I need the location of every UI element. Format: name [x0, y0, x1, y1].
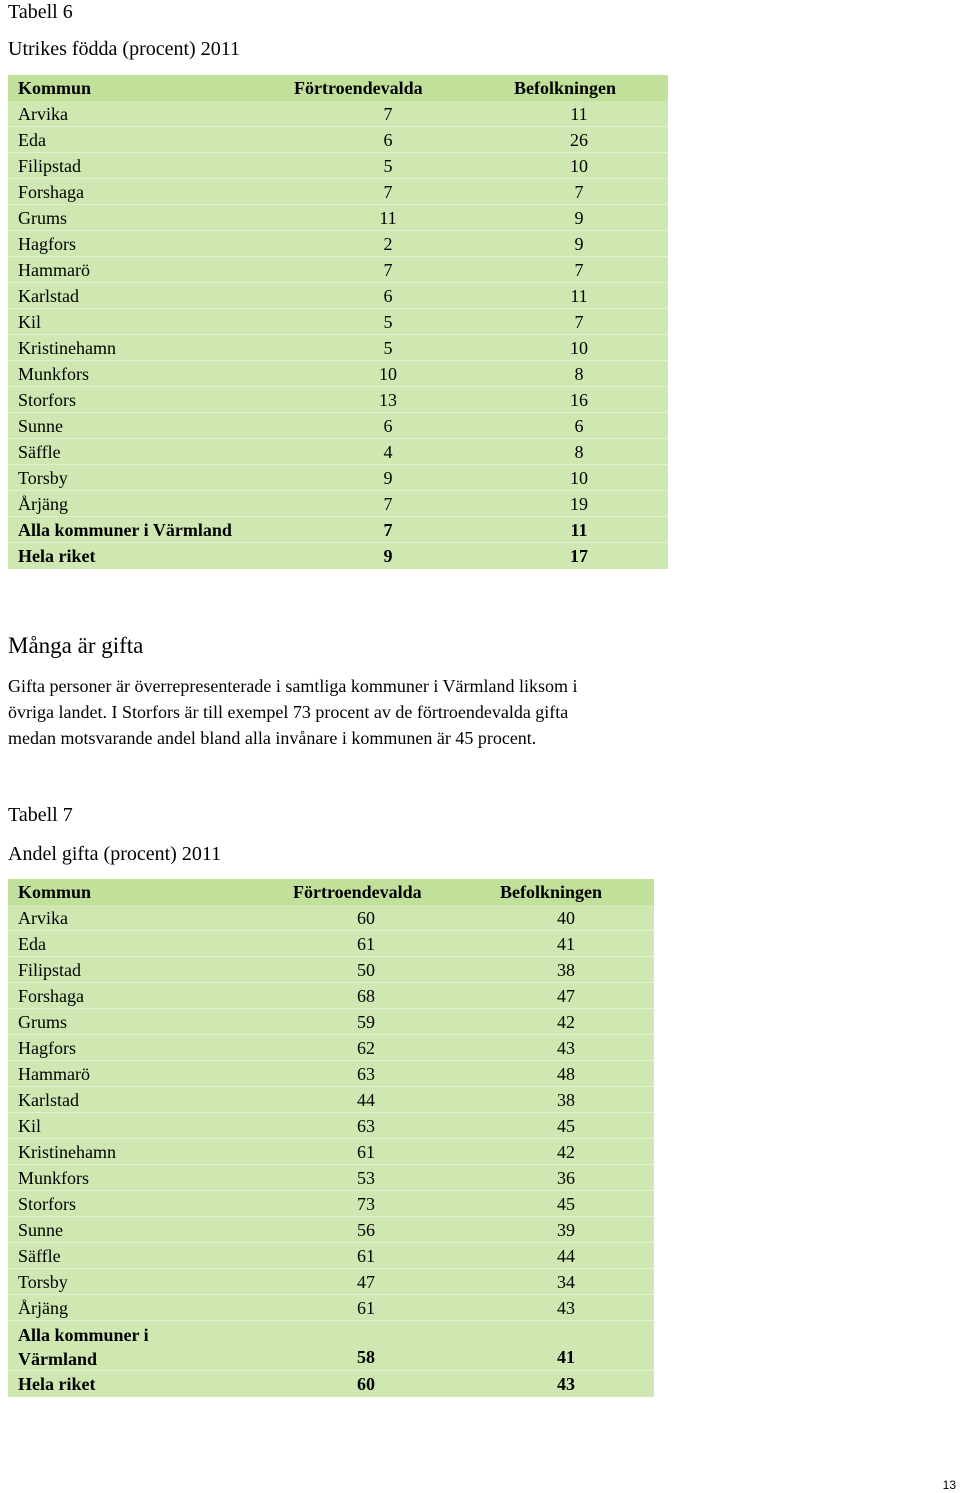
cell-fortroendevalda: 13: [379, 390, 397, 410]
cell-kommun: Filipstad: [18, 960, 82, 980]
cell-fortroendevalda: 5: [383, 156, 393, 176]
cell-fortroendevalda: 11: [379, 208, 397, 228]
cell-befolkningen: 38: [557, 960, 575, 980]
cell-befolkningen: 7: [574, 182, 584, 202]
column-header-fortroendevalda: Förtroendevalda: [294, 78, 423, 98]
cell-befolkningen: 42: [557, 1012, 575, 1032]
summary-row-riket: [8, 543, 668, 569]
cell-befolkningen: 38: [557, 1090, 575, 1110]
table-row: [8, 1165, 654, 1191]
table-row: [8, 1009, 654, 1035]
cell-kommun: Storfors: [18, 390, 76, 410]
cell-kommun: Grums: [18, 1012, 67, 1032]
table-row: [8, 1217, 654, 1243]
column-header-fortroendevalda: Förtroendevalda: [293, 882, 422, 902]
table-row: [8, 309, 668, 335]
table-row: [8, 931, 654, 957]
column-header-befolkningen: Befolkningen: [514, 78, 617, 98]
cell-kommun: Kil: [18, 1116, 42, 1136]
table6-label: Tabell 6: [8, 1, 73, 23]
cell-fortroendevalda: 63: [357, 1064, 375, 1084]
cell-befolkningen: 10: [570, 156, 588, 176]
table-row: [8, 231, 668, 257]
cell-kommun: Munkfors: [18, 1168, 89, 1188]
cell-kommun: Årjäng: [18, 1298, 68, 1318]
column-header-befolkningen: Befolkningen: [500, 882, 603, 902]
cell-kommun-line1: Alla kommuner i: [18, 1325, 149, 1345]
table-row: [8, 1295, 654, 1321]
cell-kommun: Hela riket: [18, 1374, 96, 1394]
summary-row-varmland: [8, 517, 668, 543]
table6-title: Utrikes födda (procent) 2011: [8, 38, 240, 60]
cell-befolkningen: 43: [557, 1298, 575, 1318]
cell-fortroendevalda: 73: [357, 1194, 375, 1214]
table-row: [8, 179, 668, 205]
table-row: [8, 257, 668, 283]
cell-befolkningen: 11: [570, 520, 588, 540]
cell-kommun: Hammarö: [18, 260, 90, 280]
cell-kommun: Hagfors: [18, 234, 76, 254]
summary-row-varmland: [8, 1321, 654, 1371]
cell-fortroendevalda: 61: [357, 1246, 375, 1266]
table-row: [8, 1139, 654, 1165]
cell-fortroendevalda: 6: [383, 416, 393, 436]
cell-befolkningen: 9: [574, 234, 584, 254]
table-row: [8, 335, 668, 361]
cell-befolkningen: 7: [574, 312, 584, 332]
cell-fortroendevalda: 44: [357, 1090, 375, 1110]
table-row: [8, 905, 654, 931]
paragraph-line: medan motsvarande andel bland alla invånare i kommunen är 45 procent.: [8, 728, 537, 748]
cell-kommun: Eda: [18, 130, 46, 150]
table-row: [8, 127, 668, 153]
cell-fortroendevalda: 7: [383, 260, 393, 280]
table7-label: Tabell 7: [8, 804, 73, 826]
table-row: [8, 205, 668, 231]
cell-befolkningen: 34: [557, 1272, 575, 1292]
cell-befolkningen: 16: [570, 390, 588, 410]
cell-fortroendevalda: 60: [357, 908, 375, 928]
cell-befolkningen: 36: [557, 1168, 575, 1188]
cell-fortroendevalda: 7: [383, 182, 393, 202]
cell-kommun: Storfors: [18, 1194, 76, 1214]
table-row: [8, 1269, 654, 1295]
column-header-kommun: Kommun: [18, 882, 92, 902]
cell-kommun: Karlstad: [18, 1090, 79, 1110]
cell-befolkningen: 44: [557, 1246, 575, 1266]
table-row: [8, 1243, 654, 1269]
cell-kommun: Forshaga: [18, 182, 84, 202]
cell-befolkningen: 19: [570, 494, 588, 514]
cell-kommun: Säffle: [18, 442, 61, 462]
cell-fortroendevalda: 5: [383, 338, 393, 358]
cell-kommun: Alla kommuner i Värmland: [18, 520, 232, 540]
cell-fortroendevalda: 53: [357, 1168, 375, 1188]
cell-befolkningen: 8: [574, 364, 584, 384]
cell-befolkningen: 41: [557, 1347, 575, 1367]
cell-kommun: Arvika: [18, 104, 68, 124]
table-row: [8, 491, 668, 517]
cell-fortroendevalda: 9: [383, 546, 393, 566]
table-row: [8, 465, 668, 491]
table-row: [8, 387, 668, 413]
table-row: [8, 1087, 654, 1113]
table-row: [8, 101, 668, 127]
page-number: 13: [942, 1478, 956, 1492]
table-row: [8, 1113, 654, 1139]
cell-befolkningen: 7: [574, 260, 584, 280]
paragraph-line: Gifta personer är överrepresenterade i samtliga kommuner i Värmland liksom i: [8, 676, 578, 696]
cell-kommun: Kil: [18, 312, 42, 332]
cell-befolkningen: 41: [557, 934, 575, 954]
cell-fortroendevalda: 2: [383, 234, 393, 254]
cell-befolkningen: 45: [557, 1194, 575, 1214]
cell-fortroendevalda: 61: [357, 1142, 375, 1162]
cell-befolkningen: 43: [557, 1038, 575, 1058]
cell-fortroendevalda: 62: [357, 1038, 375, 1058]
cell-fortroendevalda: 7: [383, 494, 393, 514]
table6-header-row: [8, 75, 668, 101]
cell-kommun: Torsby: [18, 468, 68, 488]
cell-befolkningen: 39: [557, 1220, 575, 1240]
section-heading: Många är gifta: [8, 633, 144, 658]
cell-befolkningen: 9: [574, 208, 584, 228]
cell-kommun: Forshaga: [18, 986, 84, 1006]
cell-befolkningen: 48: [557, 1064, 575, 1084]
cell-kommun: Kristinehamn: [18, 338, 116, 358]
cell-kommun: Filipstad: [18, 156, 82, 176]
table-row: [8, 439, 668, 465]
cell-befolkningen: 26: [570, 130, 588, 150]
cell-kommun: Karlstad: [18, 286, 79, 306]
table6-body: [8, 101, 668, 569]
paragraph-line: övriga landet. I Storfors är till exempel 73 procent av de förtroendevalda gifta: [8, 702, 569, 722]
cell-befolkningen: 10: [570, 338, 588, 358]
cell-fortroendevalda: 50: [357, 960, 375, 980]
cell-fortroendevalda: 10: [379, 364, 397, 384]
cell-kommun: Kristinehamn: [18, 1142, 116, 1162]
cell-fortroendevalda: 61: [357, 934, 375, 954]
summary-row-riket: [8, 1371, 654, 1397]
table-row: [8, 413, 668, 439]
cell-befolkningen: 8: [574, 442, 584, 462]
cell-fortroendevalda: 56: [357, 1220, 375, 1240]
table7: [8, 879, 654, 1397]
table-row: [8, 957, 654, 983]
cell-kommun: Hammarö: [18, 1064, 90, 1084]
table-row: [8, 283, 668, 309]
cell-fortroendevalda: 61: [357, 1298, 375, 1318]
cell-befolkningen: 45: [557, 1116, 575, 1136]
cell-befolkningen: 11: [570, 286, 588, 306]
cell-fortroendevalda: 59: [357, 1012, 375, 1032]
cell-kommun: Hela riket: [18, 546, 96, 566]
cell-kommun: Eda: [18, 934, 46, 954]
cell-fortroendevalda: 47: [357, 1272, 375, 1292]
cell-befolkningen: 40: [557, 908, 575, 928]
cell-fortroendevalda: 7: [383, 520, 393, 540]
table6: [8, 75, 668, 569]
table7-title: Andel gifta (procent) 2011: [8, 843, 222, 865]
cell-befolkningen: 42: [557, 1142, 575, 1162]
cell-kommun: Grums: [18, 208, 67, 228]
section-paragraph: [8, 673, 938, 751]
cell-kommun: [18, 1323, 149, 1371]
table-row: [8, 1191, 654, 1217]
table7-header-row: [8, 879, 654, 905]
table-row: [8, 361, 668, 387]
table-row: [8, 983, 654, 1009]
cell-kommun-line2: Värmland: [18, 1349, 98, 1369]
table-row: [8, 1061, 654, 1087]
cell-befolkningen: 17: [570, 546, 588, 566]
cell-befolkningen: 47: [557, 986, 575, 1006]
cell-befolkningen: 10: [570, 468, 588, 488]
cell-kommun: Hagfors: [18, 1038, 76, 1058]
cell-fortroendevalda: 5: [383, 312, 393, 332]
cell-kommun: Sunne: [18, 1220, 63, 1240]
cell-kommun: Sunne: [18, 416, 63, 436]
cell-fortroendevalda: 60: [357, 1374, 375, 1394]
table-row: [8, 153, 668, 179]
cell-fortroendevalda: 63: [357, 1116, 375, 1136]
cell-fortroendevalda: 68: [357, 986, 375, 1006]
cell-fortroendevalda: 9: [383, 468, 393, 488]
cell-fortroendevalda: 4: [383, 442, 393, 462]
table-row: [8, 1035, 654, 1061]
table7-body: [8, 905, 654, 1397]
cell-kommun: Arvika: [18, 908, 68, 928]
cell-fortroendevalda: 6: [383, 286, 393, 306]
cell-kommun: Munkfors: [18, 364, 89, 384]
cell-kommun: Torsby: [18, 1272, 68, 1292]
cell-kommun: Säffle: [18, 1246, 61, 1266]
cell-fortroendevalda: 6: [383, 130, 393, 150]
cell-kommun: Årjäng: [18, 494, 68, 514]
cell-fortroendevalda: 7: [383, 104, 393, 124]
cell-befolkningen: 6: [574, 416, 584, 436]
column-header-kommun: Kommun: [18, 78, 92, 98]
cell-fortroendevalda: 58: [357, 1347, 375, 1367]
cell-befolkningen: 43: [557, 1374, 575, 1394]
cell-befolkningen: 11: [570, 104, 588, 124]
